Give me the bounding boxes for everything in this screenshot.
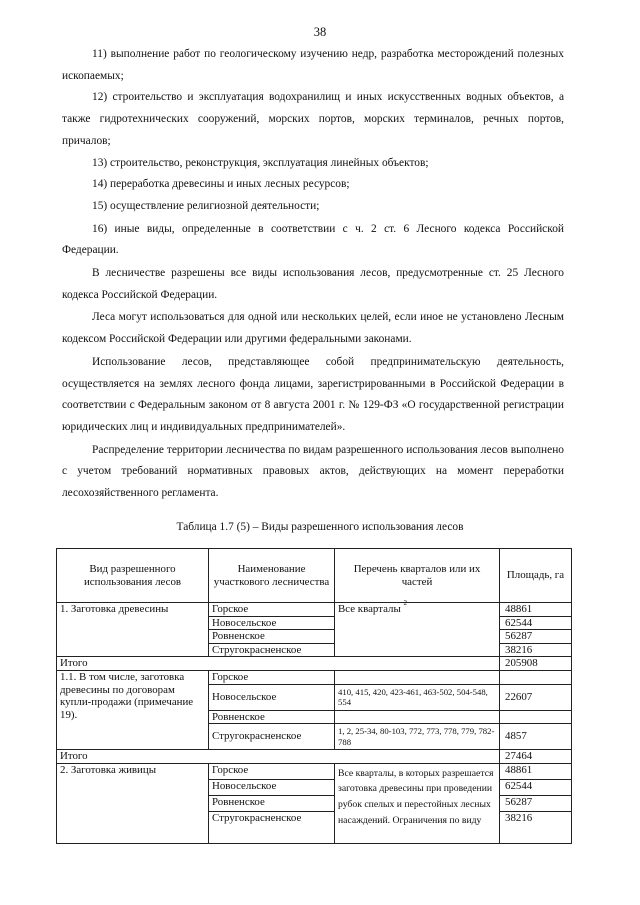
header-use-type: Вид разрешенного использования лесов — [57, 549, 209, 603]
paragraph: 11) выполнение работ по геологическому изучению недр, разработка месторождений полезных ископаемых; — [62, 48, 564, 82]
area-cell — [500, 710, 572, 724]
quarters-cell — [335, 599, 500, 657]
paragraph: 13) строительство, реконструкция, эксплуатация линейных объектов; — [92, 156, 429, 169]
quarters-cell — [335, 763, 500, 843]
header-area: Площадь, га — [500, 549, 572, 603]
district-cell: Стругокрасненское — [209, 811, 335, 843]
paragraph: 12) строительство и эксплуатация водохранилищ и иных искусственных водных объектов, а также гидротехнических сооружений, морских портов, морских терминалов, речных портов, причалов; — [62, 91, 564, 147]
paragraph: В лесничестве разрешены все виды использования лесов, предусмотренные ст. 25 Лесного кодекса Российской Федерации. — [62, 267, 564, 301]
paragraph: 14) переработка древесины и иных лесных ресурсов; — [92, 178, 350, 191]
district-cell: Новосельское — [209, 779, 335, 795]
area-cell — [500, 670, 572, 684]
area-cell: 38216 — [500, 811, 572, 843]
paragraph: Леса могут использоваться для одной или нескольких целей, если иное не установлено Лесным кодексом Российской Федерации или другими федеральными законами. — [62, 311, 564, 346]
area-cell: 38216 — [500, 643, 572, 657]
district-cell: Ровненское — [209, 630, 335, 644]
district-cell: Горское — [209, 603, 335, 617]
total-area: 205908 — [500, 657, 572, 671]
table-row — [57, 763, 572, 779]
footnote-mark: 2 — [403, 599, 408, 607]
district-cell: Стругокрасненское — [209, 724, 335, 750]
total-label: Итого — [57, 750, 500, 764]
area-cell: 22607 — [500, 684, 572, 710]
total-row — [57, 657, 572, 671]
area-cell: 56287 — [500, 795, 572, 811]
district-cell: Ровненское — [209, 795, 335, 811]
district-cell: Горское — [209, 763, 335, 779]
quarters-cell — [335, 670, 500, 684]
paragraph: 15) осуществление религиозной деятельности; — [92, 199, 320, 212]
total-row — [57, 750, 572, 764]
district-cell: Новосельское — [209, 684, 335, 710]
district-cell: Стругокрасненское — [209, 643, 335, 657]
area-cell: 4857 — [500, 724, 572, 750]
paragraph: 16) иные виды, определенные в соответствии с ч. 2 ст. 6 Лесного кодекса Российской Федерации. — [62, 222, 564, 257]
area-cell: 62544 — [500, 779, 572, 795]
use-type-cell: 1.1. В том числе, заготовка древесины по договорам купли-продажи (примечание 19). — [57, 670, 209, 749]
table-header-row — [57, 549, 572, 603]
area-cell: 48861 — [500, 603, 572, 617]
total-label: Итого — [57, 657, 500, 671]
page-number: 38 — [313, 25, 327, 39]
table-row — [57, 670, 572, 684]
quarters-cell: 410, 415, 420, 423-461, 463-502, 504-548, 554 — [335, 684, 500, 710]
total-area: 27464 — [500, 750, 572, 764]
header-quarters: Перечень кварталов или их частей — [335, 549, 500, 603]
table-caption: Таблица 1.7 (5) – Виды разрешенного использования лесов — [176, 521, 464, 533]
quarters-text: Все кварталы — [338, 603, 401, 615]
district-cell: Новосельское — [209, 616, 335, 630]
uses-table — [56, 548, 572, 844]
paragraph: Использование лесов, представляющее собой предпринимательскую деятельность, осуществляется на землях лесного фонда лицами, зарегистрированными в Российской Федерации в соответствии с Федеральным законом от 8 августа 2001 г. № 129-ФЗ «О государственной регистрации юридических лиц и индивидуальных предпринимателей». — [62, 355, 564, 433]
district-cell: Горское — [209, 670, 335, 684]
use-type-cell: 2. Заготовка живицы — [57, 763, 209, 843]
paragraph: Распределение территории лесничества по видам разрешенного использования лесов выполнено с учетом требований нормативных правовых актов, действующих на момент переработки лесохозяйственного регламента. — [62, 443, 564, 500]
district-cell: Ровненское — [209, 710, 335, 724]
body-text — [62, 44, 564, 505]
table-row — [57, 603, 572, 617]
quarters-cell: 1, 2, 25-34, 80-103, 772, 773, 778, 779, 782-788 — [335, 724, 500, 750]
area-cell: 56287 — [500, 630, 572, 644]
area-cell: 62544 — [500, 616, 572, 630]
quarters-text: Все кварталы, в которых разрешается заготовка древесины при проведении рубок спелых и перестойных лесных насаждений. Ограничения по виду — [338, 767, 494, 826]
use-type-cell: 1. Заготовка древесины — [57, 603, 209, 657]
area-cell: 48861 — [500, 763, 572, 779]
quarters-cell — [335, 710, 500, 724]
header-district: Наименование участкового лесничества — [209, 549, 335, 603]
